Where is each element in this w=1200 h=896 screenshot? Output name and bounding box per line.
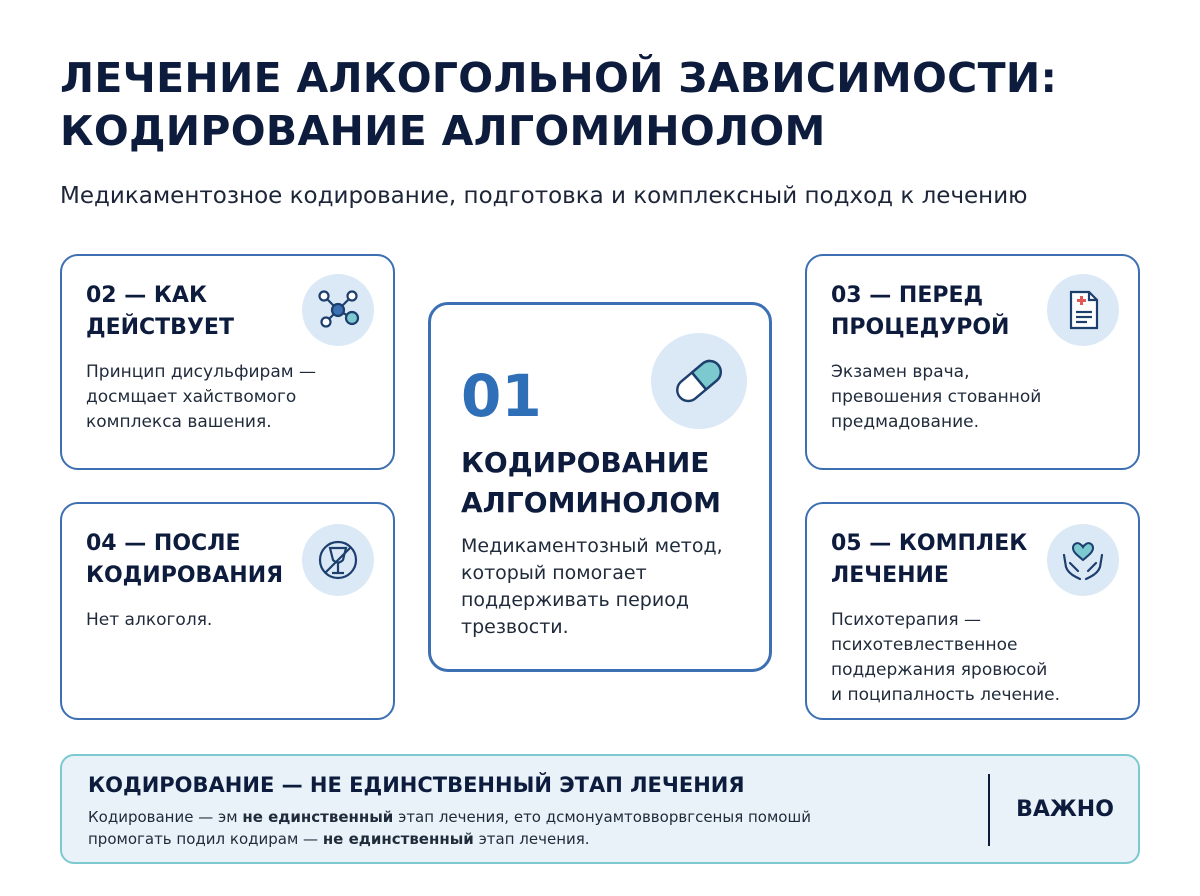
card-text-line: предмадование. — [831, 412, 979, 432]
banner-text-emphasis: не единственный — [242, 808, 394, 826]
card-text-line: психотевлественное — [831, 635, 1018, 655]
card-main-text — [461, 533, 761, 641]
card-text-line: Экзамен врача, — [831, 362, 970, 382]
banner-text-part: этап лечения, ето дсмонуамтовворвгсеныя помошй — [393, 808, 811, 826]
banner-text-line — [88, 806, 968, 828]
card-text-line: Медикаментозный метод, — [461, 535, 723, 557]
banner-text-part: Кодирование — эм — [88, 808, 243, 826]
page-title-line-2: КОДИРОВАНИЕ АЛГОМИНОЛОМ — [60, 107, 826, 155]
important-tag: ВАЖНО — [1016, 796, 1114, 822]
card-title-line: 05 — КОМПЛЕК — [831, 531, 1028, 556]
pill-icon — [651, 333, 747, 429]
card-text-line: Принцип дисульфирам — — [86, 362, 316, 382]
card-title-line: КОДИРОВАНИЯ — [86, 563, 284, 588]
card-text-line: комплекса вашения. — [86, 412, 272, 432]
card-text-line: и поципалность лечение. — [831, 685, 1061, 705]
card-title-line: 03 — ПЕРЕД — [831, 283, 984, 308]
no-alcohol-icon — [302, 524, 374, 596]
card-how-it-works-text — [86, 360, 336, 435]
card-before-procedure — [805, 254, 1140, 470]
page-title-line-1: ЛЕЧЕНИЕ АЛКОГОЛЬНОЙ ЗАВИСИМОСТИ: — [60, 54, 1058, 102]
card-text-line: досмщает хайствомого — [86, 387, 297, 407]
card-main-coding — [428, 302, 772, 672]
card-main-number: 01 — [461, 362, 542, 430]
card-title-line: ДЕЙСТВУЕТ — [86, 315, 234, 340]
molecule-icon — [302, 274, 374, 346]
card-text-line: Нет алкоголя. — [86, 610, 213, 630]
card-complex-treatment — [805, 502, 1140, 720]
card-title-line: КОДИРОВАНИЕ — [461, 446, 710, 479]
banner-title: КОДИРОВАНИЕ — НЕ ЕДИНСТВЕННЫЙ ЭТАП ЛЕЧЕНИЯ — [88, 773, 745, 797]
card-text-line: поддерживать период — [461, 589, 689, 611]
card-main-title — [461, 443, 721, 523]
card-before-procedure-title — [831, 280, 1009, 344]
banner-text-part: этап лечения. — [473, 830, 590, 848]
card-text-line: превошения стованной — [831, 387, 1042, 407]
card-before-procedure-text — [831, 360, 1081, 435]
banner-text — [88, 806, 968, 850]
card-complex-treatment-title — [831, 528, 1027, 592]
card-how-it-works — [60, 254, 395, 470]
card-after-coding — [60, 502, 395, 720]
banner-text-part: промогать подил кодирам — — [88, 830, 323, 848]
card-how-it-works-title — [86, 280, 234, 344]
card-text-line: который помогает — [461, 562, 647, 584]
card-text-line: Психотерапия — — [831, 610, 982, 630]
card-complex-treatment-text — [831, 608, 1081, 708]
heart-hands-icon — [1047, 524, 1119, 596]
card-text-line: поддержания яровюсой — [831, 660, 1048, 680]
card-title-line: АЛГОМИНОЛОМ — [461, 486, 722, 519]
card-after-coding-title — [86, 528, 283, 592]
banner-text-line — [88, 828, 968, 850]
card-text-line: трезвости. — [461, 616, 569, 638]
card-title-line: ПРОЦЕДУРОЙ — [831, 315, 1010, 340]
card-title-line: ЛЕЧЕНИЕ — [831, 563, 949, 588]
card-after-coding-text — [86, 608, 336, 633]
medical-document-icon — [1047, 274, 1119, 346]
banner-text-emphasis: не единственный — [322, 830, 474, 848]
page-title — [60, 52, 1160, 158]
important-banner — [60, 754, 1140, 864]
card-title-line: 04 — ПОСЛЕ — [86, 531, 241, 556]
page-subtitle: Медикаментозное кодирование, подготовка и комплексный подход к лечению — [60, 183, 1028, 209]
card-title-line: 02 — КАК — [86, 283, 207, 308]
